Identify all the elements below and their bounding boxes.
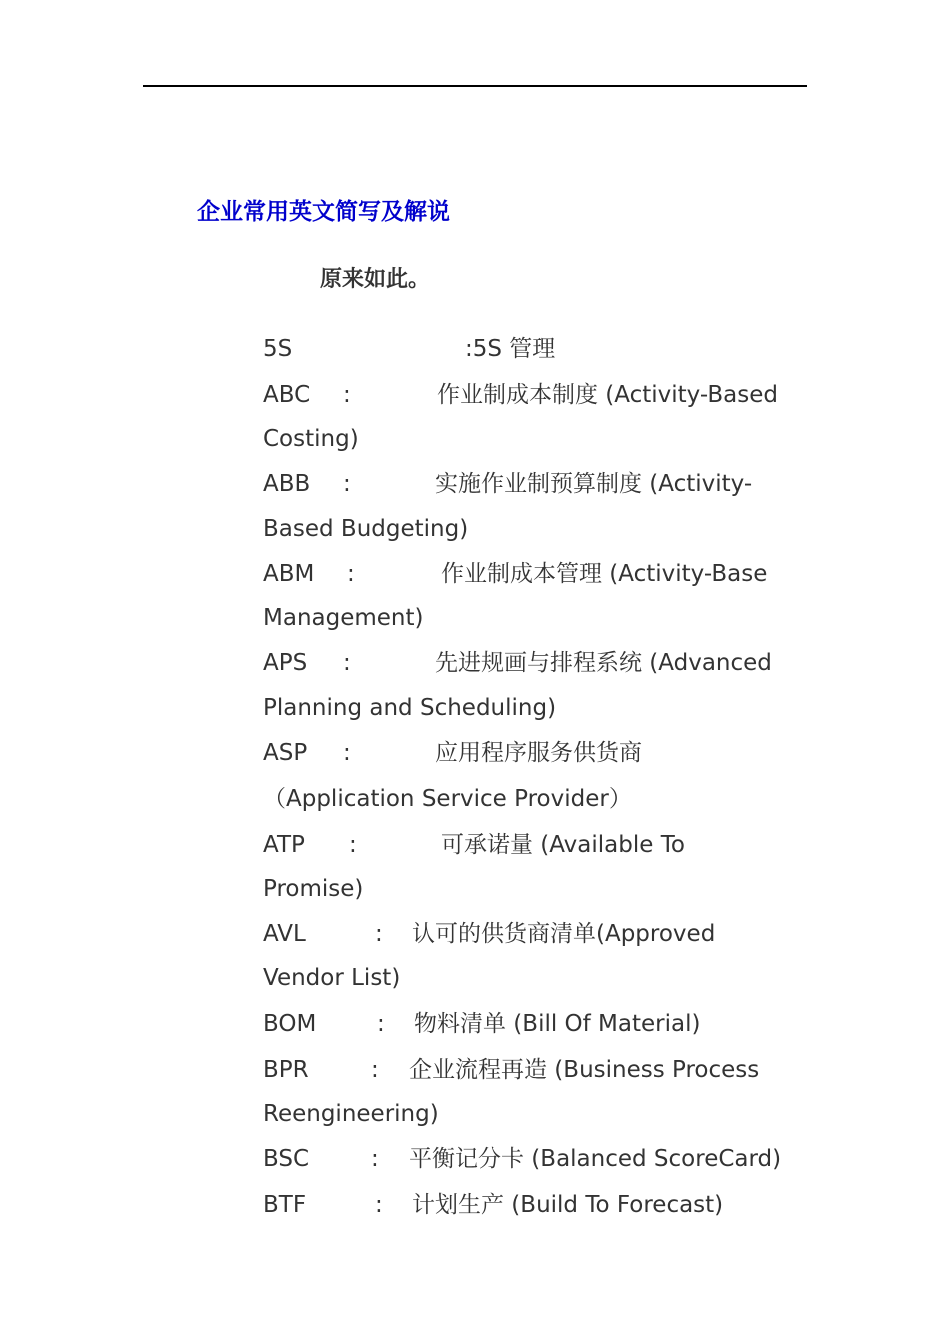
entry-bom xyxy=(263,1009,803,1039)
entry-colon: : xyxy=(349,832,357,858)
entry-aps-continued: Planning and Scheduling) xyxy=(263,695,557,721)
entry-avl-continued: Vendor List) xyxy=(263,965,401,991)
entry-abc-continued: Costing) xyxy=(263,426,359,452)
entry-colon: : xyxy=(375,921,383,947)
entry-colon: : xyxy=(343,740,351,766)
entry-colon: : xyxy=(347,561,355,587)
entry-abb-continued: Based Budgeting) xyxy=(263,516,469,542)
entry-5s xyxy=(263,334,803,364)
entry-definition: 平衡记分卡 (Balanced ScoreCard) xyxy=(409,1146,782,1172)
entry-definition: 实施作业制预算制度 (Activity- xyxy=(435,471,753,497)
entry-definition: 认可的供货商清单(Approved xyxy=(412,921,716,947)
entry-abbr: ATP xyxy=(263,832,305,858)
entry-abm-continued: Management) xyxy=(263,605,424,631)
entry-abbr: BPR xyxy=(263,1057,309,1083)
entry-abbr: BOM xyxy=(263,1011,317,1037)
entry-asp xyxy=(263,738,803,768)
entry-definition: 先进规画与排程系统 (Advanced xyxy=(435,650,772,676)
entry-abbr: BSC xyxy=(263,1146,310,1172)
entry-abbr: ABB xyxy=(263,471,311,497)
entry-abbr: BTF xyxy=(263,1192,307,1218)
entry-colon: : xyxy=(371,1057,379,1083)
entry-abc xyxy=(263,380,803,410)
intro-text: 原来如此。 xyxy=(320,266,431,292)
entry-bsc xyxy=(263,1144,803,1174)
entry-definition: 计划生产 (Build To Forecast) xyxy=(412,1192,724,1218)
entry-abbr: AVL xyxy=(263,921,306,947)
entry-abbr: ABM xyxy=(263,561,315,587)
entry-definition: 物料清单 (Bill Of Material) xyxy=(414,1011,701,1037)
entry-abbr: ABC xyxy=(263,382,311,408)
entry-abb xyxy=(263,469,803,499)
entry-atp-continued: Promise) xyxy=(263,876,364,902)
entry-abbr: ASP xyxy=(263,740,308,766)
entry-aps xyxy=(263,648,803,678)
entry-avl xyxy=(263,919,803,949)
entry-bpr-continued: Reengineering) xyxy=(263,1101,439,1127)
entry-colon: : xyxy=(375,1192,383,1218)
entry-colon: : xyxy=(343,650,351,676)
entry-colon: : xyxy=(377,1011,385,1037)
entry-colon: : xyxy=(343,471,351,497)
entry-definition: 作业制成本管理 (Activity-Base xyxy=(441,561,768,587)
entry-definition: :5S 管理 xyxy=(465,336,556,362)
entry-colon: : xyxy=(343,382,351,408)
entry-definition: 可承诺量 (Available To xyxy=(441,832,685,858)
entry-definition: 企业流程再造 (Business Process xyxy=(409,1057,760,1083)
entry-atp xyxy=(263,830,803,860)
entry-abbr: APS xyxy=(263,650,308,676)
entry-definition: 作业制成本制度 (Activity-Based xyxy=(437,382,778,408)
entry-abm xyxy=(263,559,803,589)
entry-btf xyxy=(263,1190,803,1220)
entry-abbr: 5S xyxy=(263,336,293,362)
entry-bpr xyxy=(263,1055,803,1085)
top-rule xyxy=(143,85,807,87)
entry-colon: : xyxy=(371,1146,379,1172)
page-title: 企业常用英文简写及解说 xyxy=(197,198,450,225)
entry-asp-continued: （Application Service Provider） xyxy=(263,786,632,812)
entry-definition: 应用程序服务供货商 xyxy=(435,740,642,766)
